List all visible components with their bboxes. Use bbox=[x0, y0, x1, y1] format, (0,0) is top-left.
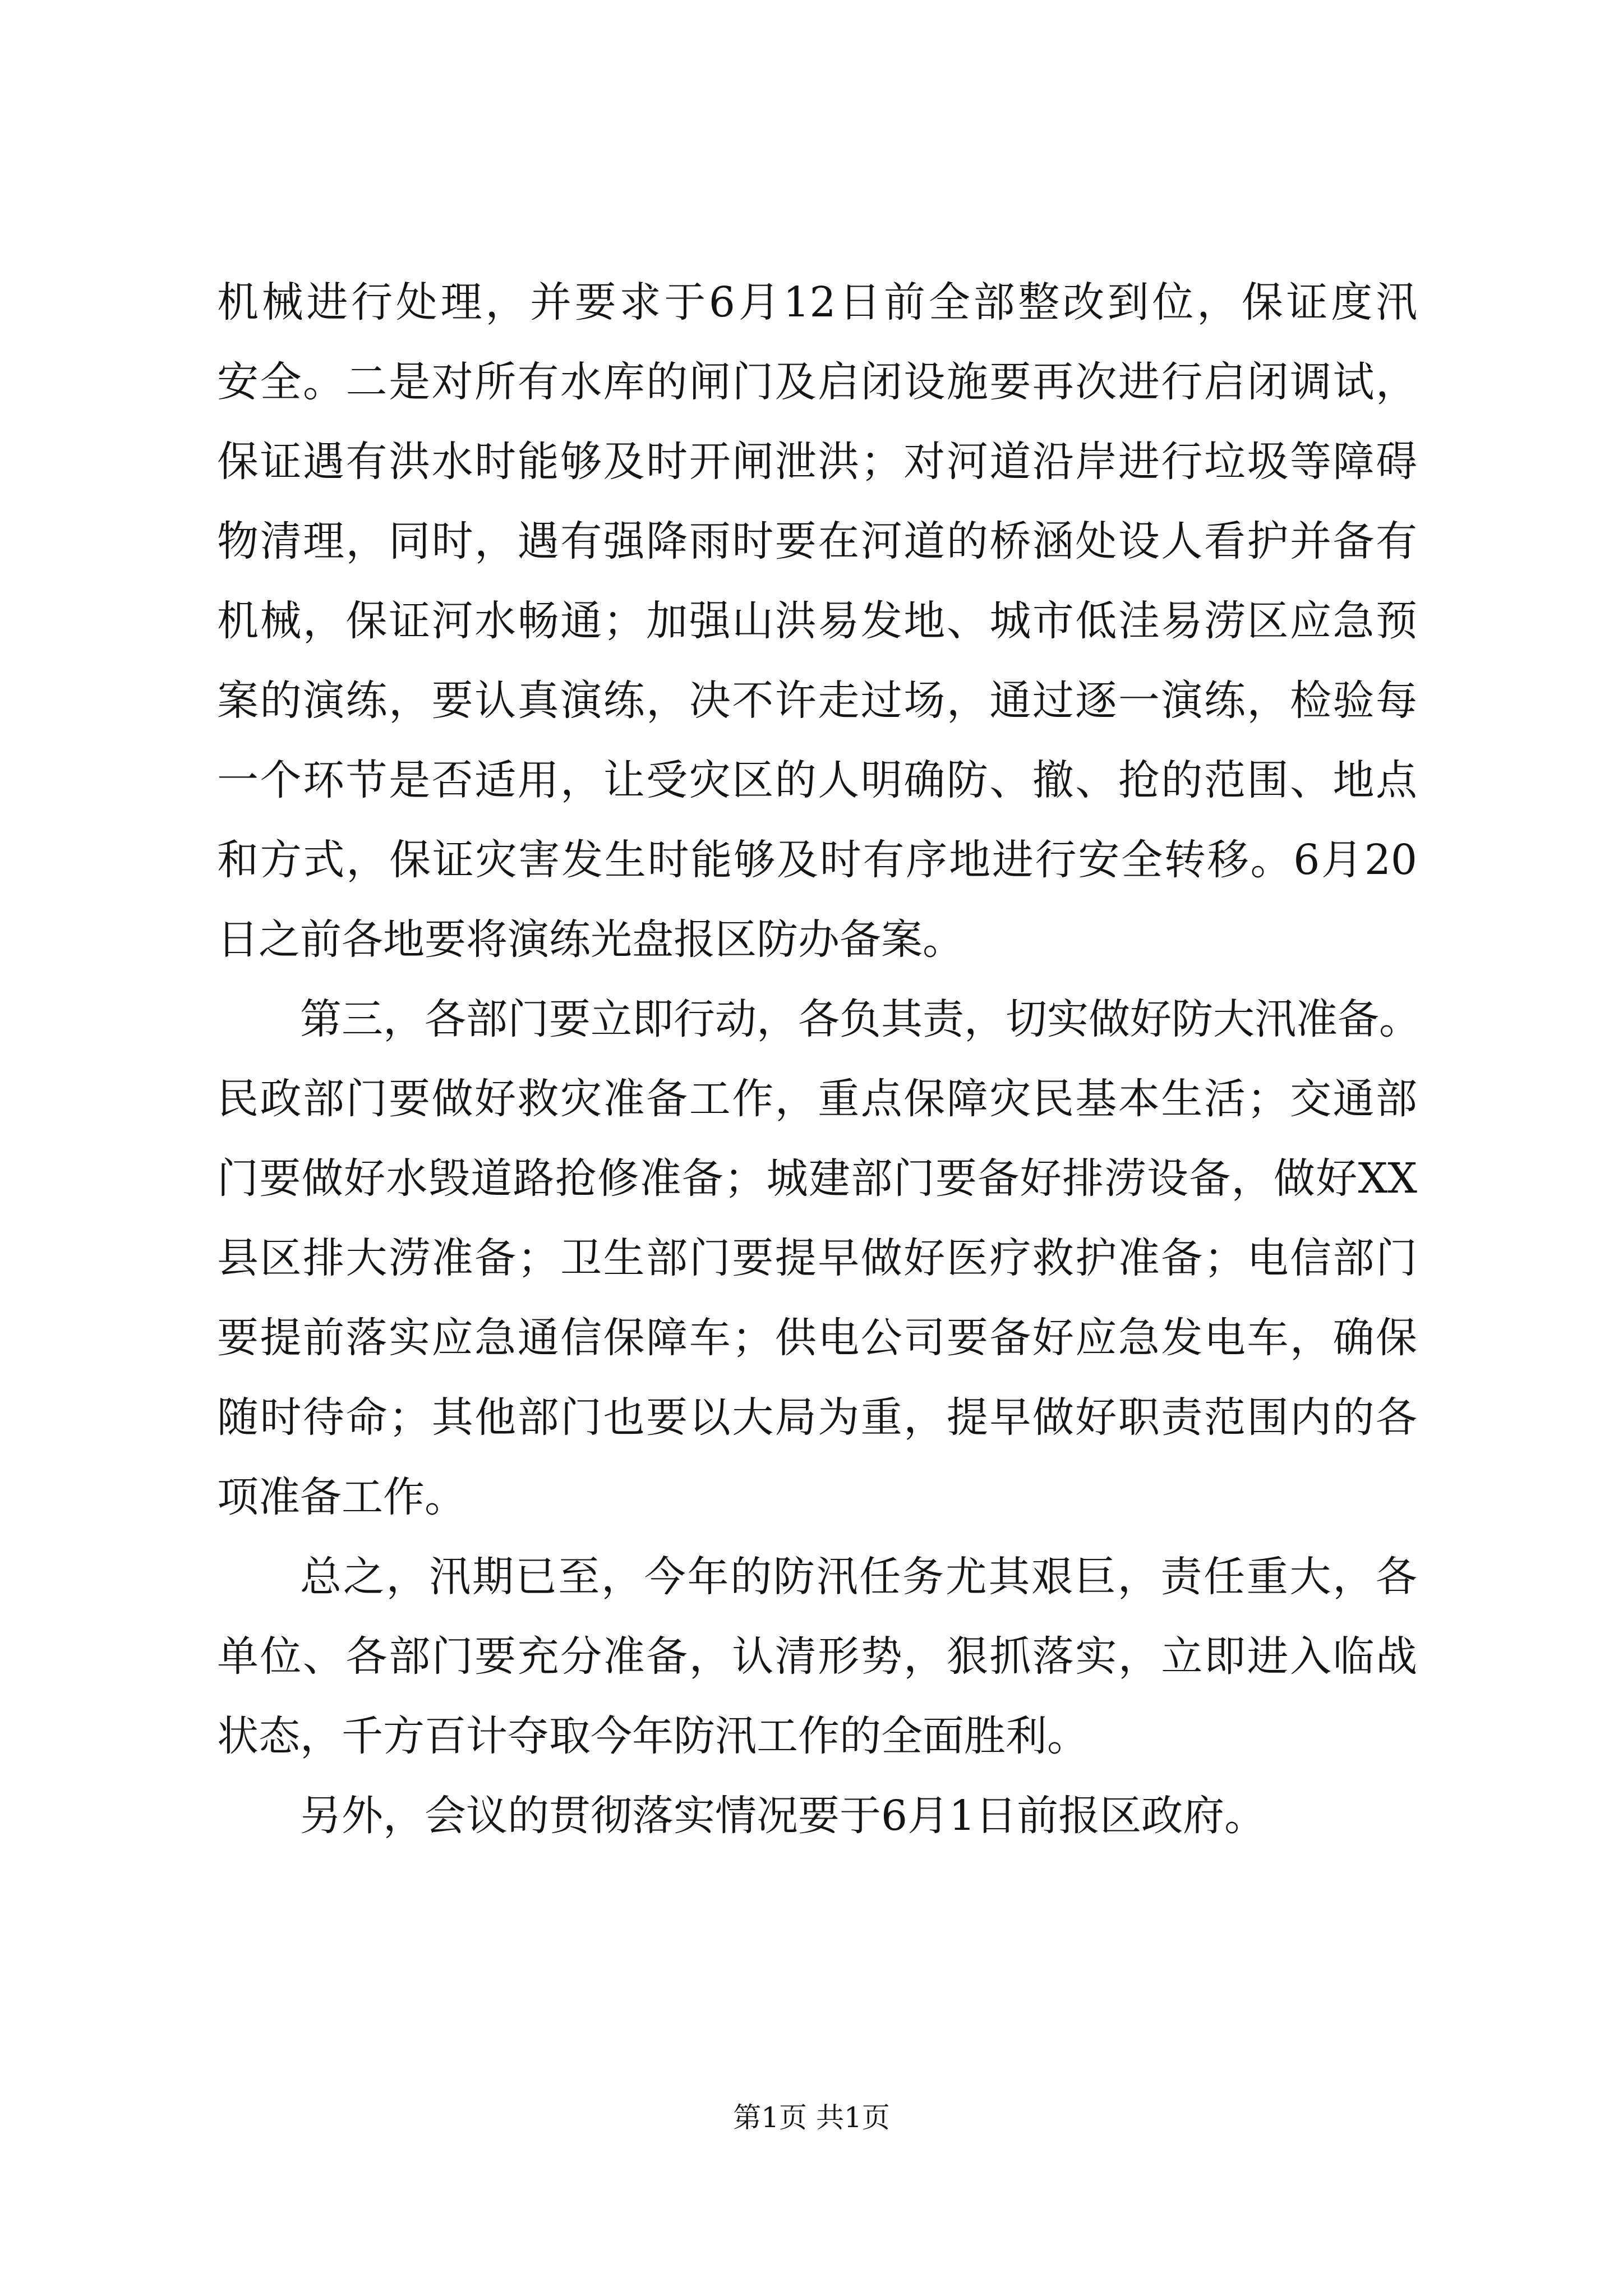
text-line: 保证遇有洪水时能够及时开闸泄洪；对河道沿岸进行垃圾等障碍 bbox=[217, 438, 1417, 486]
text-line: 机械，保证河水畅通；加强山洪易发地、城市低洼易涝区应急预 bbox=[217, 597, 1417, 645]
text-line: 民政部门要做好救灾准备工作，重点保障灾民基本生活；交通部 bbox=[217, 1075, 1417, 1123]
text-line: 日之前各地要将演练光盘报区防办备案。 bbox=[217, 915, 964, 964]
text-line: 和方式，保证灾害发生时能够及时有序地进行安全转移。6月20 bbox=[217, 836, 1417, 884]
text-line: 安全。二是对所有水库的闸门及启闭设施要再次进行启闭调试， bbox=[217, 358, 1417, 406]
page-footer: 第1页 共1页 bbox=[733, 2101, 890, 2134]
text-line: 要提前落实应急通信保障车；供电公司要备好应急发电车，确保 bbox=[217, 1314, 1417, 1362]
text-line: 机械进行处理，并要求于6月12日前全部整改到位，保证度汛 bbox=[217, 278, 1417, 326]
text-line: 物清理，同时，遇有强降雨时要在河道的桥涵处设人看护并备有 bbox=[217, 517, 1417, 565]
text-line: 随时待命；其他部门也要以大局为重，提早做好职责范围内的各 bbox=[217, 1393, 1417, 1442]
document-body bbox=[217, 263, 1421, 1856]
text-line: 单位、各部门要充分准备，认清形势，狠抓落实，立即进入临战 bbox=[217, 1632, 1417, 1681]
text-line: 案的演练，要认真演练，决不许走过场，通过逐一演练，检验每 bbox=[217, 677, 1417, 725]
paragraph-start-line: 总之，汛期已至，今年的防汛任务尤其艰巨，责任重大，各 bbox=[300, 1553, 1417, 1601]
text-line: 县区排大涝准备；卫生部门要提早做好医疗救护准备；电信部门 bbox=[217, 1234, 1417, 1282]
text-line: 一个环节是否适用，让受灾区的人明确防、撤、抢的范围、地点 bbox=[217, 756, 1417, 804]
paragraph-start-line: 第三，各部门要立即行动，各负其责，切实做好防大汛准备。 bbox=[300, 995, 1421, 1043]
paragraph-start-line: 另外，会议的贯彻落实情况要于6月1日前报区政府。 bbox=[300, 1792, 1266, 1840]
text-line: 状态，千方百计夺取今年防汛工作的全面胜利。 bbox=[217, 1712, 1089, 1760]
text-line: 门要做好水毁道路抢修准备；城建部门要备好排涝设备，做好XX bbox=[217, 1154, 1417, 1203]
text-line: 项准备工作。 bbox=[217, 1473, 466, 1521]
